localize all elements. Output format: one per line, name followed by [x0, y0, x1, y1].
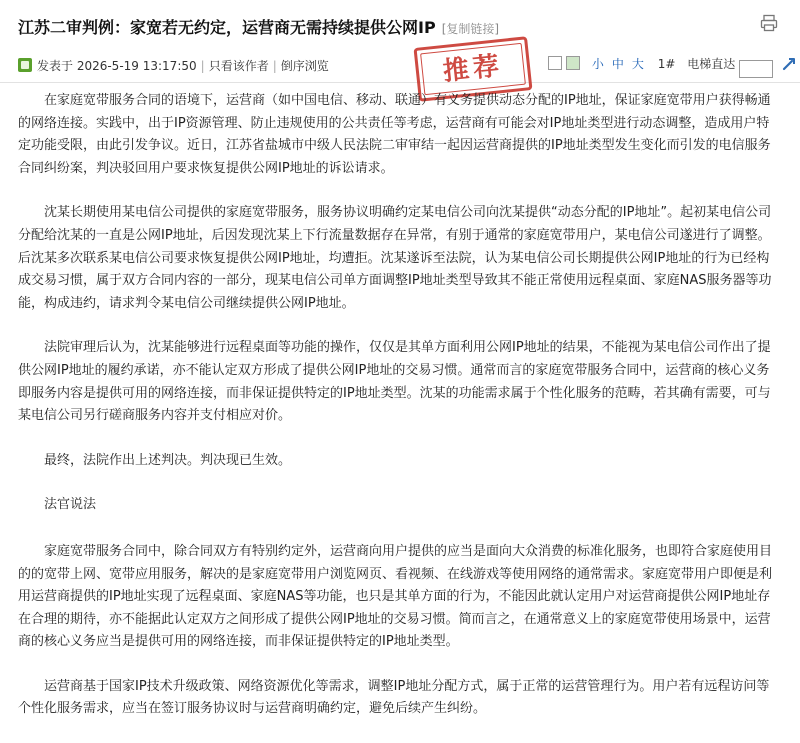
- jump-label: 电梯直达: [687, 57, 736, 71]
- section-heading: 法官说法: [44, 497, 97, 513]
- post-timestamp: 发表于 2026-5-19 13:17:50: [37, 59, 197, 73]
- printer-icon[interactable]: [760, 14, 778, 32]
- online-status-icon: [18, 58, 32, 72]
- post-meta-right: [548, 55, 797, 78]
- post-content: [18, 90, 780, 743]
- article-paragraph: 最终，法院作出上述判决。判决现已生效。: [44, 452, 292, 468]
- meta-separator: |: [272, 59, 277, 73]
- author-only-link[interactable]: 只看该作者: [208, 59, 269, 73]
- thread-title-text: 江苏二审判例：家宽若无约定，运营商无需持续提供公网IP: [18, 18, 436, 37]
- copy-link-button[interactable]: [复制链接]: [441, 22, 500, 36]
- article-paragraph: 沈某长期使用某电信公司提供的家庭宽带服务，服务协议明确约定某电信公司向沈某提供“动态分配的IP地址”。起初某电信公司分配给沈某的一直是公网IP地址，后因发现沈某上下行流量数据存在异常，有别于通常的家庭宽带用户，某电信公司遂进行了调整。后沈某多次联系某电信公司要求恢复提供公网IP地址，均遭拒。沈某遂诉至法院，认为某电信公司长期提供公网IP地址的行为已经构成交易习惯，属于双方合同内容的一部分，现某电信公司单方面调整IP地址类型导致其不能正常使用远程桌面、家庭NAS服务器等功能，构成违约，请求判令某电信公司继续提供公网IP地址。: [18, 205, 772, 311]
- floor-jump-input[interactable]: [739, 60, 773, 78]
- article-paragraph: 法院审理后认为，沈某能够进行远程桌面等功能的操作，仅仅是其单方面利用公网IP地址的结果，不能视为某电信公司作出了提供公网IP地址的履约承诺，亦不能认定双方形成了提供公网IP地址的交易习惯。通常而言的家庭宽带服务合同中，运营商的核心义务即服务内容是提供可用的网络连接，而非保证提供特定的IP地址类型。沈某的功能需求属于个性化服务的范畴，若其确有需要，可与某电信公司另行磋商服务内容并支付相应对价。: [18, 340, 771, 424]
- post-meta-left: [18, 57, 329, 74]
- post-meta-bar: [0, 48, 800, 83]
- go-arrow-icon[interactable]: [781, 56, 797, 72]
- bg-green-swatch[interactable]: [566, 56, 580, 70]
- font-medium-link[interactable]: 中: [611, 57, 624, 71]
- reverse-order-link[interactable]: 倒序浏览: [280, 59, 329, 73]
- floor-number: 1#: [657, 57, 676, 71]
- bg-white-swatch[interactable]: [548, 56, 562, 70]
- article-paragraph: 在家庭宽带服务合同的语境下，运营商（如中国电信、移动、联通）有义务提供动态分配的IP地址，保证家庭宽带用户获得畅通的网络连接。实践中，出于IP资源管理、防止违规使用的公共责任等考虑，运营商有可能会对IP地址类型进行动态调整，造成用户特定功能受限，由此引发争议。近日，江苏省盐城市中级人民法院二审审结一起因运营商提供的IP地址类型发生变化而引发的电信服务合同纠纷案，判决驳回用户要求恢复提供公网IP地址的诉讼请求。: [18, 93, 771, 176]
- article-paragraph: 家庭宽带服务合同中，除合同双方有特别约定外，运营商向用户提供的应当是面向大众消费的标准化服务，也即符合家庭使用目的的宽带上网、宽带应用服务，解决的是家庭宽带用户浏览网页、看视频、在线游戏等使用网络的通常需求。家庭宽带用户即便是利用运营商提供的IP地址实现了远程桌面、家庭NAS等功能，也只是其单方面的行为，不能因此就认定用户对运营商提供公网IP地址存在合理的期待，亦不能据此认定双方之间形成了提供公网IP地址的交易习惯。简而言之，在通常意义上的家庭宽带使用场景中，运营商的核心义务应当是提供可用的网络连接，而非保证提供特定的IP地址类型。: [18, 543, 773, 650]
- thread-title: [18, 15, 499, 38]
- font-small-link[interactable]: 小: [591, 57, 604, 71]
- recommended-stamp-text: 推荐: [420, 43, 526, 95]
- article-paragraph: 运营商基于国家IP技术升级政策、网络资源优化等需求，调整IP地址分配方式，属于正常的运营管理行为。用户若有远程访问等个性化服务需求，应当在签订服务协议时与运营商明确约定，避免后续产生纠纷。: [18, 678, 770, 717]
- thread-title-bar: [0, 0, 800, 49]
- font-large-link[interactable]: 大: [631, 57, 644, 71]
- meta-separator: |: [200, 59, 205, 73]
